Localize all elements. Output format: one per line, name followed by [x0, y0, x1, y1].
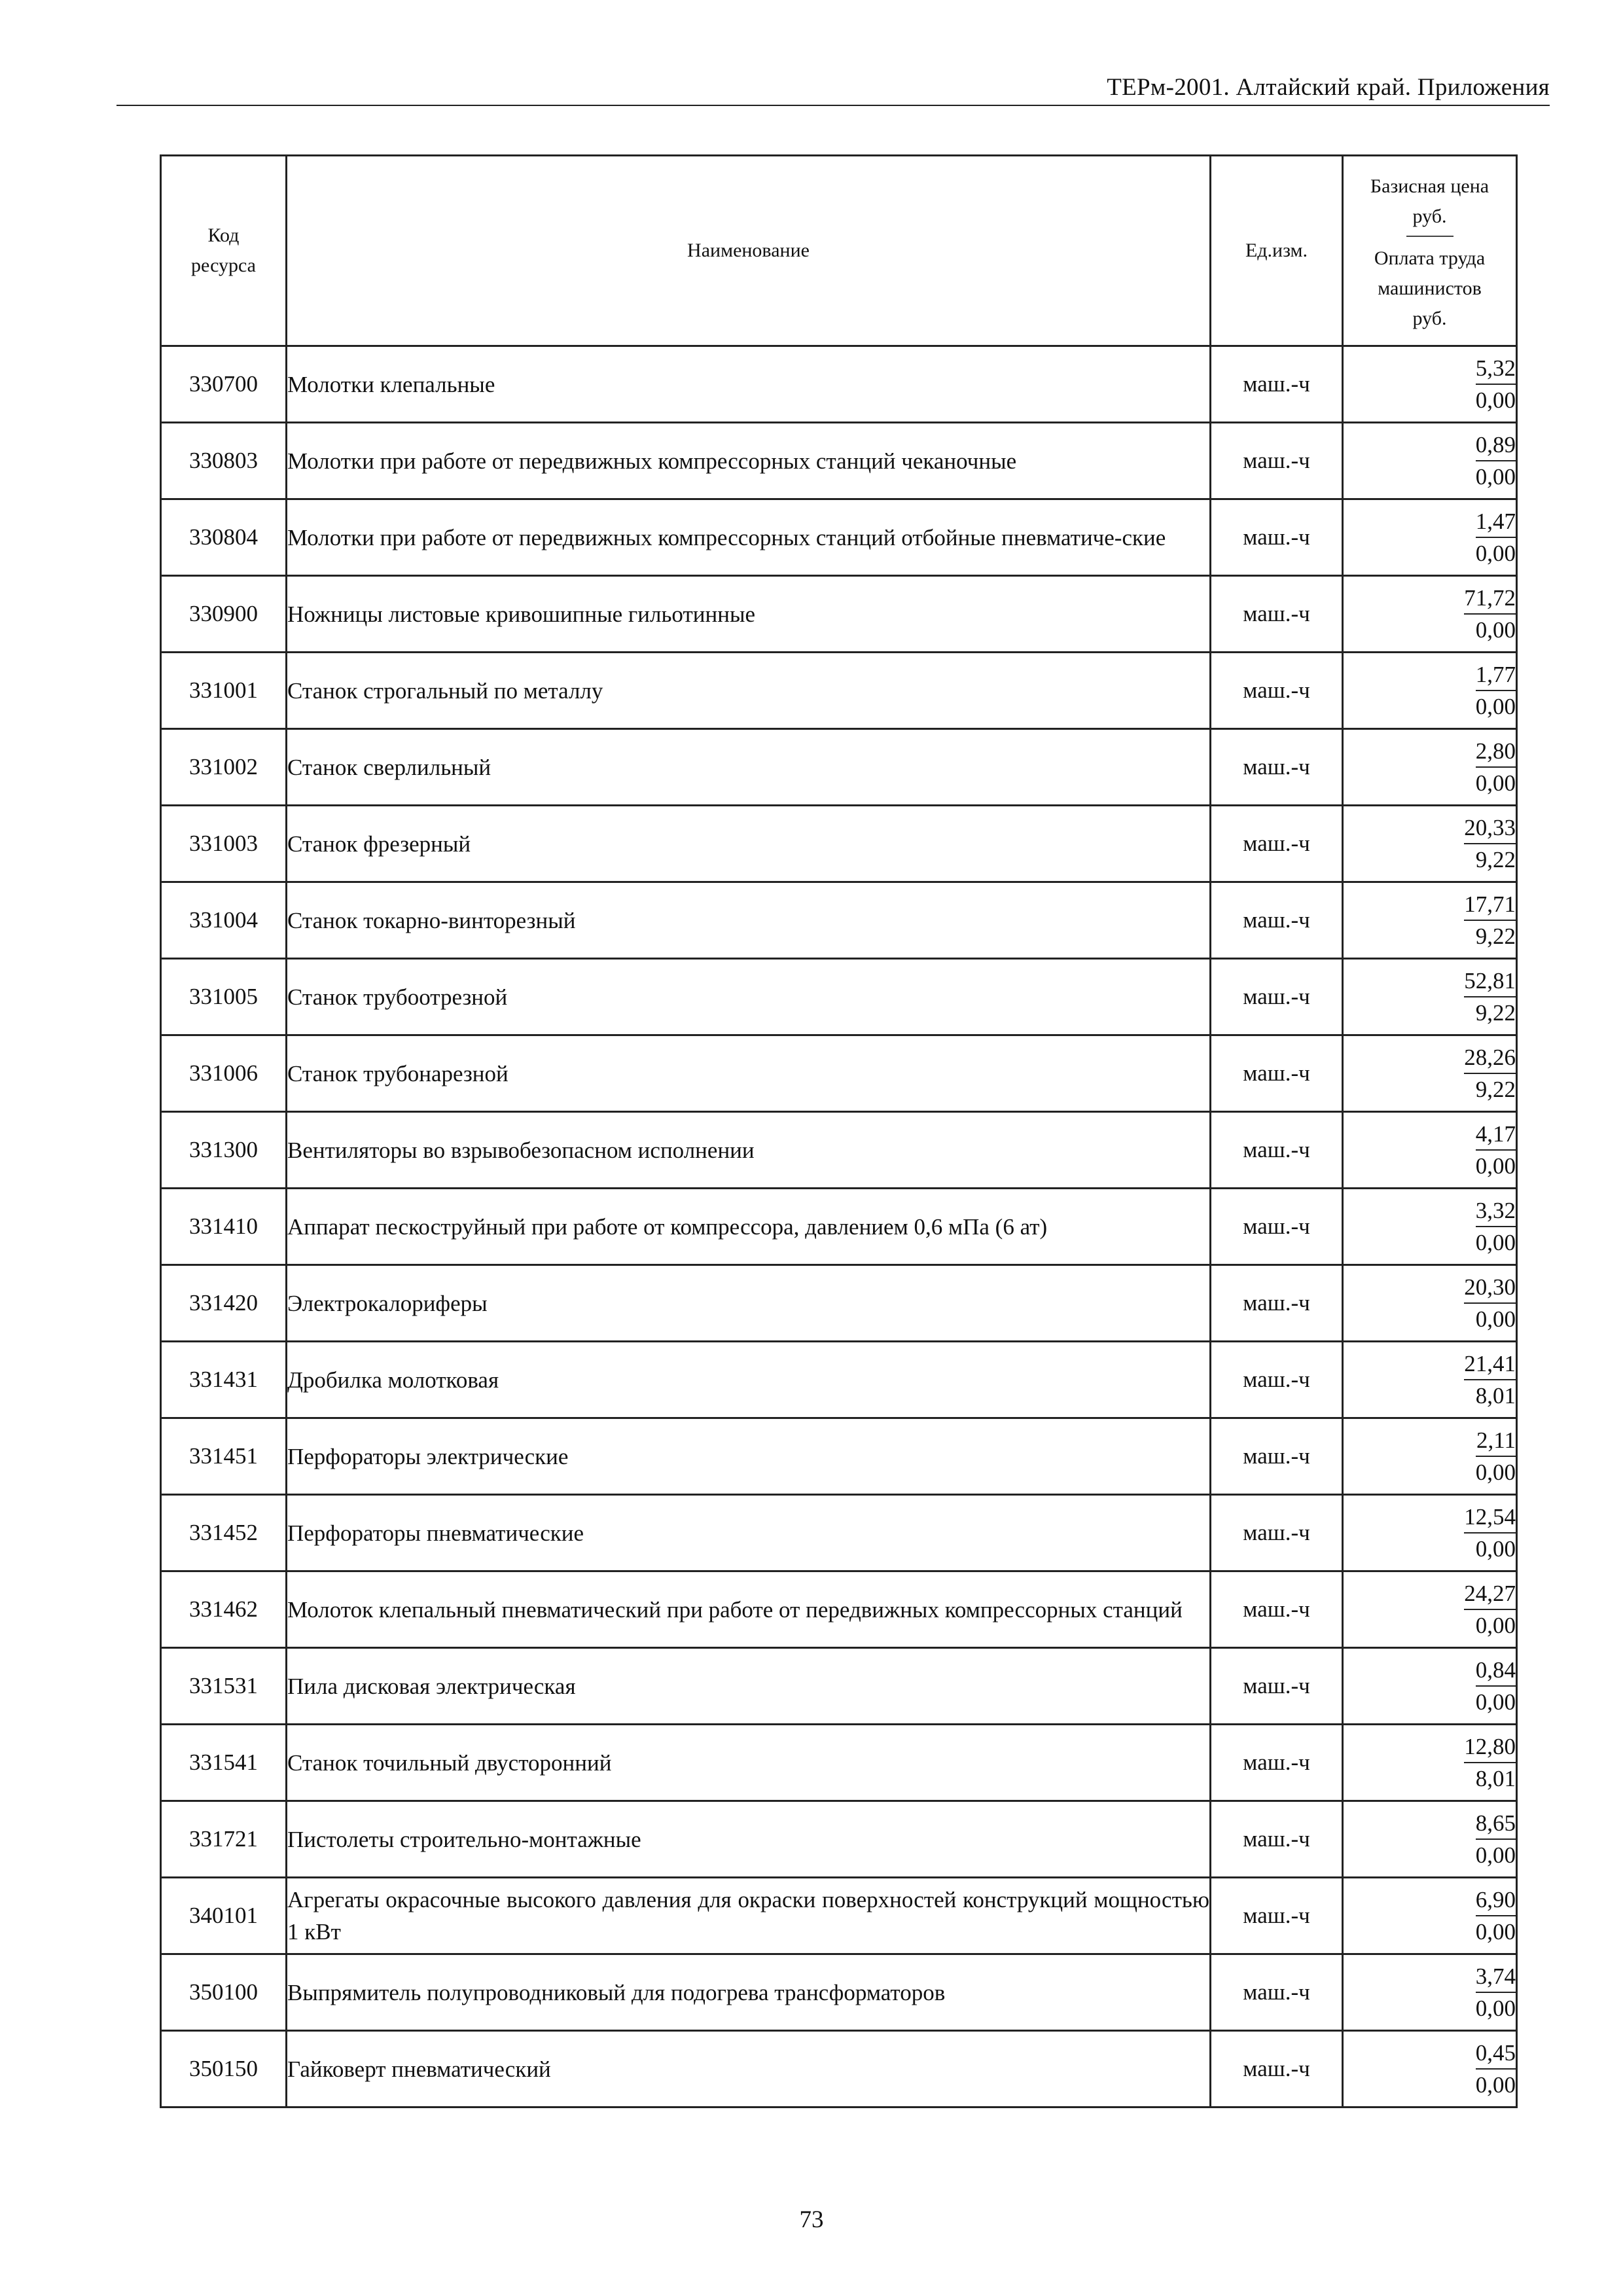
header-code-line-2: ресурса [191, 255, 256, 276]
price-fraction [1476, 353, 1516, 416]
operator-wage: 0,00 [1475, 1919, 1516, 1945]
cell-code: 340101 [161, 1878, 287, 1954]
header-price-line-2: руб. [1412, 206, 1447, 227]
operator-wage: 0,00 [1475, 2072, 1516, 2098]
operator-wage: 0,00 [1475, 1460, 1516, 1485]
cell-name: Выпрямитель полупроводниковый для подогрева трансформаторов [287, 1954, 1211, 2031]
cell-code: 330804 [161, 499, 287, 576]
price-fraction [1464, 1731, 1516, 1794]
cell-name: Гайковерт пневматический [287, 2031, 1211, 2108]
cell-name: Вентиляторы во взрывобезопасном исполнении [287, 1112, 1211, 1189]
cell-name: Молотки при работе от передвижных компрессорных станций чеканочные [287, 423, 1211, 499]
cell-unit: маш.-ч [1211, 1342, 1343, 1418]
cell-code: 331300 [161, 1112, 287, 1189]
base-price: 1,77 [1476, 659, 1516, 691]
cell-name: Электрокалориферы [287, 1265, 1211, 1342]
price-fraction [1476, 1655, 1516, 1717]
operator-wage: 0,00 [1475, 1230, 1516, 1255]
base-price: 5,32 [1476, 353, 1516, 385]
price-fraction [1464, 889, 1516, 952]
price-fraction [1476, 1884, 1516, 1947]
cell-name: Пистолеты строительно-монтажные [287, 1801, 1211, 1878]
base-price: 2,11 [1476, 1425, 1516, 1457]
header-code-line-1: Код [207, 224, 240, 246]
table-row [161, 653, 1517, 729]
cell-price [1343, 1265, 1517, 1342]
cell-unit: маш.-ч [1211, 1265, 1343, 1342]
header-price-line-1: Базисная цена [1370, 175, 1489, 197]
cell-price [1343, 1495, 1517, 1571]
header-price-divider [1406, 236, 1454, 237]
table-row [161, 576, 1517, 653]
header-price [1343, 156, 1517, 346]
price-fraction [1476, 1808, 1516, 1871]
cell-code: 331003 [161, 806, 287, 882]
cell-code: 331451 [161, 1418, 287, 1495]
table-row [161, 423, 1517, 499]
cell-unit: маш.-ч [1211, 346, 1343, 423]
table-row [161, 499, 1517, 576]
operator-wage: 0,00 [1475, 1996, 1516, 2021]
cell-code: 331004 [161, 882, 287, 959]
cell-code: 350150 [161, 2031, 287, 2108]
cell-price [1343, 729, 1517, 806]
base-price: 21,41 [1464, 1348, 1516, 1380]
cell-code: 331005 [161, 959, 287, 1035]
price-fraction [1464, 812, 1516, 875]
operator-wage: 0,00 [1475, 1536, 1516, 1562]
cell-price [1343, 1342, 1517, 1418]
cell-unit: маш.-ч [1211, 882, 1343, 959]
cell-price [1343, 1571, 1517, 1648]
cell-code: 331410 [161, 1189, 287, 1265]
cell-name: Станок токарно-винторезный [287, 882, 1211, 959]
table-row [161, 1878, 1517, 1954]
price-fraction [1464, 1501, 1516, 1564]
price-fraction [1476, 736, 1516, 798]
operator-wage: 0,00 [1475, 464, 1516, 490]
cell-code: 331002 [161, 729, 287, 806]
price-fraction [1476, 1195, 1516, 1258]
header-name: Наименование [287, 156, 1211, 346]
header-wage-line-1: Оплата труда [1374, 247, 1486, 269]
price-fraction [1476, 1961, 1516, 2024]
operator-wage: 0,00 [1475, 770, 1516, 796]
table-row [161, 1495, 1517, 1571]
cell-name: Станок трубоотрезной [287, 959, 1211, 1035]
operator-wage: 9,22 [1475, 1077, 1516, 1102]
operator-wage: 0,00 [1475, 541, 1516, 566]
price-fraction [1476, 1119, 1516, 1181]
cell-price [1343, 1189, 1517, 1265]
price-fraction [1464, 1578, 1516, 1641]
cell-price [1343, 882, 1517, 959]
cell-code: 330803 [161, 423, 287, 499]
cell-code: 331541 [161, 1725, 287, 1801]
cell-unit: маш.-ч [1211, 806, 1343, 882]
cell-code: 331420 [161, 1265, 287, 1342]
operator-wage: 0,00 [1475, 387, 1516, 413]
cell-price [1343, 1035, 1517, 1112]
cell-code: 331531 [161, 1648, 287, 1725]
base-price: 2,80 [1476, 736, 1516, 768]
cell-name: Перфораторы электрические [287, 1418, 1211, 1495]
cell-name: Станок сверлильный [287, 729, 1211, 806]
operator-wage: 8,01 [1475, 1383, 1516, 1408]
price-fraction [1476, 2037, 1516, 2100]
base-price: 3,32 [1476, 1195, 1516, 1227]
cell-price [1343, 576, 1517, 653]
cell-unit: маш.-ч [1211, 1189, 1343, 1265]
cell-unit: маш.-ч [1211, 1878, 1343, 1954]
base-price: 28,26 [1464, 1042, 1516, 1074]
cell-name: Аппарат пескоструйный при работе от компрессора, давлением 0,6 мПа (6 ат) [287, 1189, 1211, 1265]
header-wage-line-2: машинистов [1378, 278, 1482, 299]
cell-price [1343, 1418, 1517, 1495]
price-fraction [1476, 506, 1516, 569]
operator-wage: 0,00 [1475, 1613, 1516, 1638]
header-code [161, 156, 287, 346]
table-row [161, 1648, 1517, 1725]
table-row [161, 346, 1517, 423]
operator-wage: 9,22 [1475, 924, 1516, 949]
header-rule [116, 105, 1550, 106]
table-row [161, 2031, 1517, 2108]
base-price: 12,80 [1464, 1731, 1516, 1763]
cell-name: Агрегаты окрасочные высокого давления для окраски поверхностей конструкций мощностью 1 кВт [287, 1878, 1211, 1954]
base-price: 20,30 [1464, 1272, 1516, 1304]
table-row [161, 1418, 1517, 1495]
cell-code: 331001 [161, 653, 287, 729]
base-price: 8,65 [1476, 1808, 1516, 1840]
cell-name: Дробилка молотковая [287, 1342, 1211, 1418]
operator-wage: 9,22 [1475, 847, 1516, 872]
cell-unit: маш.-ч [1211, 959, 1343, 1035]
operator-wage: 8,01 [1475, 1766, 1516, 1791]
operator-wage: 0,00 [1475, 1153, 1516, 1179]
cell-name: Молотки при работе от передвижных компрессорных станций отбойные пневматиче-ские [287, 499, 1211, 576]
base-price: 71,72 [1464, 583, 1516, 615]
table-row [161, 1342, 1517, 1418]
price-fraction [1476, 1425, 1516, 1488]
table-row [161, 959, 1517, 1035]
cell-price [1343, 1112, 1517, 1189]
cell-price [1343, 423, 1517, 499]
table-row [161, 1725, 1517, 1801]
table-header-row [161, 156, 1517, 346]
base-price: 0,89 [1476, 429, 1516, 461]
cell-price [1343, 806, 1517, 882]
cell-code: 331006 [161, 1035, 287, 1112]
cell-price [1343, 346, 1517, 423]
cell-code: 331462 [161, 1571, 287, 1648]
cell-unit: маш.-ч [1211, 729, 1343, 806]
cell-unit: маш.-ч [1211, 1571, 1343, 1648]
price-fraction [1464, 1042, 1516, 1105]
cell-unit: маш.-ч [1211, 576, 1343, 653]
operator-wage: 0,00 [1475, 1306, 1516, 1332]
base-price: 17,71 [1464, 889, 1516, 921]
table-row [161, 1801, 1517, 1878]
operator-wage: 9,22 [1475, 1000, 1516, 1026]
base-price: 4,17 [1476, 1119, 1516, 1151]
price-fraction [1476, 429, 1516, 492]
operator-wage: 0,00 [1475, 694, 1516, 719]
cell-price [1343, 2031, 1517, 2108]
cell-unit: маш.-ч [1211, 1495, 1343, 1571]
header-wage-line-3: руб. [1412, 308, 1447, 329]
cell-unit: маш.-ч [1211, 423, 1343, 499]
cell-unit: маш.-ч [1211, 653, 1343, 729]
cell-price [1343, 653, 1517, 729]
cell-price [1343, 499, 1517, 576]
cell-price [1343, 1954, 1517, 2031]
cell-price [1343, 1801, 1517, 1878]
table-row [161, 1189, 1517, 1265]
cell-price [1343, 1648, 1517, 1725]
cell-unit: маш.-ч [1211, 1648, 1343, 1725]
cell-code: 331721 [161, 1801, 287, 1878]
cell-name: Станок строгальный по металлу [287, 653, 1211, 729]
cell-name: Станок трубонарезной [287, 1035, 1211, 1112]
base-price: 6,90 [1476, 1884, 1516, 1916]
cell-code: 330900 [161, 576, 287, 653]
cell-unit: маш.-ч [1211, 1954, 1343, 2031]
table-row [161, 1265, 1517, 1342]
cell-code: 331431 [161, 1342, 287, 1418]
cell-name: Ножницы листовые кривошипные гильотинные [287, 576, 1211, 653]
operator-wage: 0,00 [1475, 617, 1516, 643]
cell-unit: маш.-ч [1211, 1725, 1343, 1801]
table-row [161, 806, 1517, 882]
operator-wage: 0,00 [1475, 1689, 1516, 1715]
cell-unit: маш.-ч [1211, 1418, 1343, 1495]
base-price: 0,45 [1476, 2037, 1516, 2070]
table-row [161, 1571, 1517, 1648]
page-number: 73 [799, 2206, 824, 2233]
cell-code: 350100 [161, 1954, 287, 2031]
cell-name: Станок точильный двусторонний [287, 1725, 1211, 1801]
operator-wage: 0,00 [1475, 1842, 1516, 1868]
cell-price [1343, 959, 1517, 1035]
cell-unit: маш.-ч [1211, 2031, 1343, 2108]
cell-unit: маш.-ч [1211, 499, 1343, 576]
base-price: 12,54 [1464, 1501, 1516, 1534]
header-unit: Ед.изм. [1211, 156, 1343, 346]
base-price: 3,74 [1476, 1961, 1516, 1993]
table-row [161, 729, 1517, 806]
base-price: 24,27 [1464, 1578, 1516, 1610]
cell-name: Молоток клепальный пневматический при работе от передвижных компрессорных станций [287, 1571, 1211, 1648]
base-price: 20,33 [1464, 812, 1516, 844]
table-row [161, 1954, 1517, 2031]
cell-unit: маш.-ч [1211, 1112, 1343, 1189]
price-fraction [1476, 659, 1516, 722]
cell-price [1343, 1878, 1517, 1954]
price-fraction [1464, 1348, 1516, 1411]
cell-name: Пила дисковая электрическая [287, 1648, 1211, 1725]
cell-name: Станок фрезерный [287, 806, 1211, 882]
running-header-title: ТЕРм-2001. Алтайский край. Приложения [1107, 74, 1550, 101]
cell-name: Молотки клепальные [287, 346, 1211, 423]
cell-name: Перфораторы пневматические [287, 1495, 1211, 1571]
cell-price [1343, 1725, 1517, 1801]
cell-code: 330700 [161, 346, 287, 423]
base-price: 52,81 [1464, 965, 1516, 997]
table-row [161, 1112, 1517, 1189]
base-price: 0,84 [1476, 1655, 1516, 1687]
resource-table [160, 154, 1518, 2108]
price-fraction [1464, 1272, 1516, 1335]
price-fraction [1464, 965, 1516, 1028]
cell-unit: маш.-ч [1211, 1801, 1343, 1878]
cell-unit: маш.-ч [1211, 1035, 1343, 1112]
table-row [161, 1035, 1517, 1112]
base-price: 1,47 [1476, 506, 1516, 538]
table-row [161, 882, 1517, 959]
price-fraction [1464, 583, 1516, 645]
cell-code: 331452 [161, 1495, 287, 1571]
